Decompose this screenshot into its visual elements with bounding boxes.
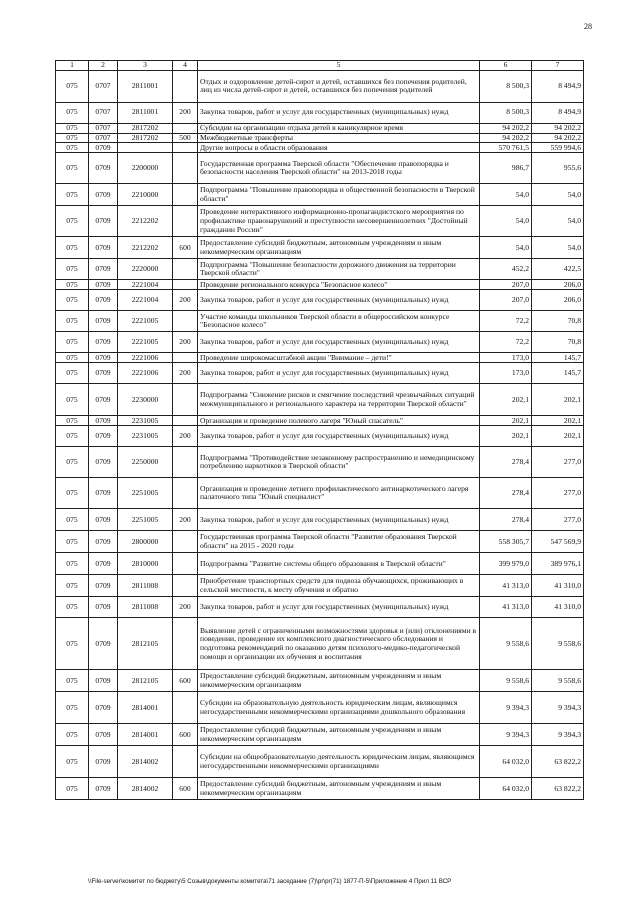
cell-amount-executed: 63 822,2: [532, 746, 584, 778]
cell-target-article: 2811001: [118, 102, 173, 123]
table-row: [56, 778, 584, 800]
cell-expense-type: 600: [173, 670, 198, 692]
cell-amount-executed: 54,0: [532, 184, 584, 206]
cell-ministry-code: 075: [56, 478, 89, 509]
cell-amount-planned: 558 305,7: [480, 531, 532, 553]
cell-amount-executed: 277,0: [532, 509, 584, 531]
cell-amount-executed: 8 494,9: [532, 70, 584, 102]
table-row: [56, 237, 584, 259]
cell-amount-planned: 9 558,6: [480, 618, 532, 670]
cell-amount-executed: 94 202,2: [532, 133, 584, 143]
cell-amount-planned: 64 032,0: [480, 746, 532, 778]
table-row: [56, 102, 584, 123]
cell-amount-planned: 202,1: [480, 384, 532, 416]
table-body: [56, 70, 584, 800]
cell-description: Организация и проведение летнего профилактического антинаркотического лагеря палаточного типа "Юный специалист": [198, 478, 480, 509]
cell-amount-executed: 63 822,2: [532, 778, 584, 800]
cell-ministry-code: 075: [56, 363, 89, 384]
cell-section-code: 0709: [89, 280, 118, 290]
cell-section-code: 0709: [89, 692, 118, 724]
cell-target-article: 2231005: [118, 426, 173, 447]
cell-ministry-code: 075: [56, 618, 89, 670]
table-row: [56, 509, 584, 531]
cell-expense-type: 600: [173, 724, 198, 746]
cell-section-code: 0709: [89, 597, 118, 618]
cell-ministry-code: 075: [56, 259, 89, 280]
cell-amount-planned: 64 032,0: [480, 778, 532, 800]
cell-amount-planned: 8 500,3: [480, 102, 532, 123]
cell-amount-executed: 9 558,6: [532, 618, 584, 670]
cell-section-code: 0709: [89, 553, 118, 575]
cell-expense-type: [173, 692, 198, 724]
cell-amount-planned: 9 394,3: [480, 724, 532, 746]
cell-ministry-code: 075: [56, 426, 89, 447]
budget-table: [55, 60, 584, 800]
cell-amount-executed: 8 494,9: [532, 102, 584, 123]
cell-ministry-code: 075: [56, 597, 89, 618]
table-row: [56, 478, 584, 509]
cell-target-article: 2812105: [118, 670, 173, 692]
cell-description: Предоставление субсидий бюджетным, автономным учреждениям и иным некоммерческим организациям: [198, 237, 480, 259]
cell-expense-type: [173, 184, 198, 206]
cell-ministry-code: 075: [56, 133, 89, 143]
cell-target-article: 2210000: [118, 184, 173, 206]
table-row: [56, 553, 584, 575]
cell-target-article: 2221005: [118, 311, 173, 332]
cell-expense-type: 500: [173, 133, 198, 143]
cell-amount-executed: 94 202,2: [532, 123, 584, 133]
header-col-5: 5: [198, 61, 480, 71]
cell-ministry-code: 075: [56, 553, 89, 575]
cell-description: Межбюджетные трансферты: [198, 133, 480, 143]
table-row: [56, 259, 584, 280]
cell-amount-executed: 277,0: [532, 478, 584, 509]
cell-ministry-code: 075: [56, 724, 89, 746]
cell-amount-planned: 173,0: [480, 363, 532, 384]
cell-expense-type: 600: [173, 237, 198, 259]
cell-amount-executed: 9 394,3: [532, 692, 584, 724]
table-header-row: [56, 61, 584, 71]
cell-expense-type: [173, 416, 198, 426]
cell-expense-type: [173, 478, 198, 509]
cell-ministry-code: 075: [56, 353, 89, 363]
table-row: [56, 597, 584, 618]
header-col-7: 7: [532, 61, 584, 71]
cell-expense-type: 200: [173, 597, 198, 618]
table-row: [56, 416, 584, 426]
cell-expense-type: 200: [173, 509, 198, 531]
cell-ministry-code: 075: [56, 778, 89, 800]
cell-target-article: 2221006: [118, 353, 173, 363]
cell-section-code: 0709: [89, 237, 118, 259]
cell-section-code: 0709: [89, 353, 118, 363]
cell-description: Предоставление субсидий бюджетным, автономным учреждениям и иным некоммерческим организациям: [198, 724, 480, 746]
cell-expense-type: [173, 153, 198, 184]
cell-amount-executed: 202,1: [532, 384, 584, 416]
table-row: [56, 280, 584, 290]
table-row: [56, 618, 584, 670]
cell-ministry-code: 075: [56, 531, 89, 553]
cell-ministry-code: 075: [56, 509, 89, 531]
table-row: [56, 184, 584, 206]
cell-description: Проведение регионального конкурса "Безопасное колесо": [198, 280, 480, 290]
cell-amount-planned: 278,4: [480, 478, 532, 509]
cell-expense-type: 200: [173, 290, 198, 311]
cell-description: Подпрограмма "Развитие системы общего образования в Тверской области": [198, 553, 480, 575]
cell-target-article: 2814001: [118, 724, 173, 746]
cell-amount-planned: 94 202,2: [480, 123, 532, 133]
cell-section-code: 0709: [89, 670, 118, 692]
cell-target-article: 2221004: [118, 290, 173, 311]
table-row: [56, 724, 584, 746]
table-row: [56, 575, 584, 597]
cell-description: Предоставление субсидий бюджетным, автономным учреждениям и иным некоммерческим организациям: [198, 670, 480, 692]
cell-amount-executed: 559 994,6: [532, 143, 584, 153]
table-row: [56, 353, 584, 363]
cell-description: Проведение интерактивного информационно-пропагандистского мероприятия по профилактике правонарушений и преступности несовершеннолетних "Достойный гражданин России": [198, 206, 480, 237]
cell-section-code: 0707: [89, 133, 118, 143]
cell-amount-planned: 41 313,0: [480, 597, 532, 618]
table-row: [56, 426, 584, 447]
cell-section-code: 0709: [89, 153, 118, 184]
cell-description: Закупка товаров, работ и услуг для государственных (муниципальных) нужд: [198, 290, 480, 311]
cell-amount-executed: 202,1: [532, 416, 584, 426]
cell-expense-type: [173, 531, 198, 553]
cell-section-code: 0709: [89, 478, 118, 509]
cell-amount-planned: 72,2: [480, 332, 532, 353]
table-row: [56, 692, 584, 724]
cell-section-code: 0709: [89, 575, 118, 597]
cell-target-article: 2250000: [118, 447, 173, 478]
cell-amount-executed: 41 310,0: [532, 575, 584, 597]
cell-target-article: 2810000: [118, 553, 173, 575]
cell-amount-executed: 422,5: [532, 259, 584, 280]
cell-expense-type: 200: [173, 363, 198, 384]
table-row: [56, 670, 584, 692]
cell-description: Закупка товаров, работ и услуг для государственных (муниципальных) нужд: [198, 509, 480, 531]
cell-amount-planned: 9 558,6: [480, 670, 532, 692]
cell-section-code: 0709: [89, 143, 118, 153]
header-col-1: 1: [56, 61, 89, 71]
cell-description: Государственная программа Тверской области "Обеспечение правопорядка и безопасности населения Тверской области" на 2013-2018 годы: [198, 153, 480, 184]
table-row: [56, 143, 584, 153]
cell-amount-planned: 570 761,5: [480, 143, 532, 153]
cell-ministry-code: 075: [56, 123, 89, 133]
cell-description: Участие команды школьников Тверской области в общероссийском конкурсе "Безопасное колесо": [198, 311, 480, 332]
page-number: 28: [584, 22, 592, 31]
cell-amount-planned: 278,4: [480, 447, 532, 478]
cell-target-article: 2811008: [118, 597, 173, 618]
table-row: [56, 70, 584, 102]
cell-description: Предоставление субсидий бюджетным, автономным учреждениям и иным некоммерческим организациям: [198, 778, 480, 800]
table-row: [56, 153, 584, 184]
cell-description: Закупка товаров, работ и услуг для государственных (муниципальных) нужд: [198, 332, 480, 353]
cell-amount-planned: 278,4: [480, 509, 532, 531]
cell-target-article: 2220000: [118, 259, 173, 280]
cell-section-code: 0709: [89, 778, 118, 800]
cell-amount-planned: 54,0: [480, 237, 532, 259]
header-col-4: 4: [173, 61, 198, 71]
cell-ministry-code: 075: [56, 143, 89, 153]
cell-target-article: 2221005: [118, 332, 173, 353]
cell-ministry-code: 075: [56, 280, 89, 290]
cell-ministry-code: 075: [56, 102, 89, 123]
cell-target-article: 2230000: [118, 384, 173, 416]
cell-amount-executed: 70,8: [532, 332, 584, 353]
cell-expense-type: [173, 575, 198, 597]
cell-target-article: 2212202: [118, 206, 173, 237]
cell-expense-type: 200: [173, 102, 198, 123]
cell-description: Подпрограмма "Противодействие незаконному распространению и немедицинскому потреблению наркотиков в Тверской области": [198, 447, 480, 478]
cell-section-code: 0709: [89, 206, 118, 237]
cell-expense-type: [173, 618, 198, 670]
table-row: [56, 332, 584, 353]
cell-ministry-code: 075: [56, 384, 89, 416]
cell-description: Проведение широкомасштабной акции "Внимание – дети!": [198, 353, 480, 363]
cell-amount-executed: 277,0: [532, 447, 584, 478]
cell-ministry-code: 075: [56, 416, 89, 426]
cell-target-article: 2231005: [118, 416, 173, 426]
cell-description: Закупка товаров, работ и услуг для государственных (муниципальных) нужд: [198, 102, 480, 123]
cell-amount-executed: 145,7: [532, 353, 584, 363]
cell-amount-executed: 547 569,9: [532, 531, 584, 553]
cell-section-code: 0709: [89, 384, 118, 416]
cell-description: Подпрограмма "Повышение правопорядка и общественной безопасности в Тверской области": [198, 184, 480, 206]
cell-target-article: 2814002: [118, 746, 173, 778]
cell-ministry-code: 075: [56, 206, 89, 237]
table-row: [56, 384, 584, 416]
cell-section-code: 0709: [89, 724, 118, 746]
cell-ministry-code: 075: [56, 237, 89, 259]
cell-description: Подпрограмма "Снижение рисков и смягчение последствий чрезвычайных ситуаций межмуниципального и регионального характера на территории Тверской области": [198, 384, 480, 416]
cell-amount-executed: 9 558,6: [532, 670, 584, 692]
cell-amount-planned: 986,7: [480, 153, 532, 184]
cell-section-code: 0709: [89, 531, 118, 553]
cell-amount-executed: 70,8: [532, 311, 584, 332]
cell-section-code: 0709: [89, 259, 118, 280]
cell-target-article: 2811001: [118, 70, 173, 102]
file-path-footer: \\File-server\комитет по бюджету\5 Созыв\документы комитета\71 заседание (7)\pr\pr(71) 1877-П-5\Приложение 4 Прил 11 ВСР: [88, 878, 452, 885]
cell-ministry-code: 075: [56, 332, 89, 353]
cell-target-article: 2200000: [118, 153, 173, 184]
cell-target-article: 2221004: [118, 280, 173, 290]
cell-target-article: 2221006: [118, 363, 173, 384]
cell-expense-type: [173, 259, 198, 280]
cell-ministry-code: 075: [56, 153, 89, 184]
cell-section-code: 0709: [89, 290, 118, 311]
cell-target-article: 2814001: [118, 692, 173, 724]
cell-section-code: 0707: [89, 70, 118, 102]
cell-expense-type: [173, 384, 198, 416]
cell-expense-type: [173, 143, 198, 153]
cell-amount-planned: 399 979,0: [480, 553, 532, 575]
cell-expense-type: 200: [173, 426, 198, 447]
cell-section-code: 0709: [89, 332, 118, 353]
header-col-3: 3: [118, 61, 173, 71]
cell-amount-executed: 54,0: [532, 206, 584, 237]
cell-amount-planned: 9 394,3: [480, 692, 532, 724]
cell-amount-planned: 8 500,3: [480, 70, 532, 102]
cell-target-article: 2800000: [118, 531, 173, 553]
cell-description: Организация и проведение полевого лагеря "Юный спасатель": [198, 416, 480, 426]
cell-expense-type: [173, 746, 198, 778]
header-col-6: 6: [480, 61, 532, 71]
table-row: [56, 746, 584, 778]
cell-description: Закупка товаров, работ и услуг для государственных (муниципальных) нужд: [198, 426, 480, 447]
cell-section-code: 0709: [89, 746, 118, 778]
cell-description: Другие вопросы в области образования: [198, 143, 480, 153]
cell-target-article: 2251005: [118, 509, 173, 531]
cell-amount-planned: 94 202,2: [480, 133, 532, 143]
cell-expense-type: [173, 70, 198, 102]
cell-ministry-code: 075: [56, 575, 89, 597]
cell-section-code: 0709: [89, 363, 118, 384]
cell-target-article: 2814002: [118, 778, 173, 800]
cell-amount-planned: 72,2: [480, 311, 532, 332]
cell-description: Государственная программа Тверской области "Развитие образования Тверской области" на 2015 - 2020 годы: [198, 531, 480, 553]
cell-expense-type: [173, 311, 198, 332]
cell-section-code: 0709: [89, 509, 118, 531]
cell-amount-executed: 54,0: [532, 237, 584, 259]
table-row: [56, 123, 584, 133]
cell-description: Субсидии на общеобразовательную деятельность юридическим лицам, являющимся негосударственными некоммерческими организациями: [198, 746, 480, 778]
cell-amount-planned: 54,0: [480, 206, 532, 237]
cell-description: Субсидии на образовательную деятельность юридическим лицам, являющимся негосударственными некоммерческими организациями дошкольного образования: [198, 692, 480, 724]
cell-ministry-code: 075: [56, 670, 89, 692]
cell-amount-planned: 202,1: [480, 426, 532, 447]
cell-ministry-code: 075: [56, 70, 89, 102]
cell-ministry-code: 075: [56, 311, 89, 332]
cell-description: Субсидии на организацию отдыха детей в каникулярное время: [198, 123, 480, 133]
cell-amount-executed: 9 394,3: [532, 724, 584, 746]
cell-target-article: 2811008: [118, 575, 173, 597]
cell-target-article: 2817202: [118, 123, 173, 133]
cell-amount-planned: 207,0: [480, 290, 532, 311]
cell-ministry-code: 075: [56, 746, 89, 778]
cell-amount-planned: 207,0: [480, 280, 532, 290]
cell-target-article: 2251005: [118, 478, 173, 509]
cell-section-code: 0709: [89, 311, 118, 332]
table-row: [56, 206, 584, 237]
cell-ministry-code: 075: [56, 447, 89, 478]
cell-amount-executed: 145,7: [532, 363, 584, 384]
cell-amount-planned: 202,1: [480, 416, 532, 426]
cell-amount-planned: 54,0: [480, 184, 532, 206]
table-row: [56, 447, 584, 478]
cell-expense-type: 600: [173, 778, 198, 800]
header-col-2: 2: [89, 61, 118, 71]
cell-amount-executed: 202,1: [532, 426, 584, 447]
cell-description: Закупка товаров, работ и услуг для государственных (муниципальных) нужд: [198, 363, 480, 384]
cell-description: Отдых и оздоровление детей-сирот и детей, оставшихся без попечения родителей, лиц из числа детей-сирот и детей, оставшихся без попечения родителей: [198, 70, 480, 102]
cell-description: Выявление детей с ограниченными возможностями здоровья и (или) отклонениями в поведении, проведение их комплексного диагностического обследования и подготовка рекомендаций по оказанию детям психолого-медико-педагогической помощи и организации их обучения и воспитания: [198, 618, 480, 670]
cell-section-code: 0709: [89, 618, 118, 670]
cell-section-code: 0707: [89, 102, 118, 123]
table-row: [56, 133, 584, 143]
cell-expense-type: [173, 123, 198, 133]
cell-description: Закупка товаров, работ и услуг для государственных (муниципальных) нужд: [198, 597, 480, 618]
cell-expense-type: [173, 553, 198, 575]
cell-amount-executed: 206,0: [532, 290, 584, 311]
cell-amount-planned: 452,2: [480, 259, 532, 280]
cell-amount-executed: 955,6: [532, 153, 584, 184]
cell-target-article: [118, 143, 173, 153]
cell-amount-planned: 173,0: [480, 353, 532, 363]
table-row: [56, 363, 584, 384]
cell-amount-planned: 41 313,0: [480, 575, 532, 597]
cell-expense-type: [173, 280, 198, 290]
cell-target-article: 2817202: [118, 133, 173, 143]
cell-section-code: 0709: [89, 426, 118, 447]
table-row: [56, 311, 584, 332]
cell-target-article: 2212202: [118, 237, 173, 259]
cell-section-code: 0709: [89, 184, 118, 206]
table-row: [56, 290, 584, 311]
cell-amount-executed: 41 310,0: [532, 597, 584, 618]
cell-expense-type: [173, 353, 198, 363]
cell-amount-executed: 389 976,1: [532, 553, 584, 575]
cell-expense-type: [173, 206, 198, 237]
cell-expense-type: [173, 447, 198, 478]
cell-target-article: 2812105: [118, 618, 173, 670]
cell-expense-type: 200: [173, 332, 198, 353]
cell-section-code: 0709: [89, 447, 118, 478]
cell-ministry-code: 075: [56, 184, 89, 206]
cell-section-code: 0707: [89, 123, 118, 133]
cell-description: Приобретение транспортных средств для подвоза обучающихся, проживающих в сельской местности, к месту обучения и обратно: [198, 575, 480, 597]
table-row: [56, 531, 584, 553]
cell-section-code: 0709: [89, 416, 118, 426]
cell-amount-executed: 206,0: [532, 280, 584, 290]
cell-description: Подпрограмма "Повышение безопасности дорожного движения на территории Тверской области": [198, 259, 480, 280]
cell-ministry-code: 075: [56, 290, 89, 311]
cell-ministry-code: 075: [56, 692, 89, 724]
